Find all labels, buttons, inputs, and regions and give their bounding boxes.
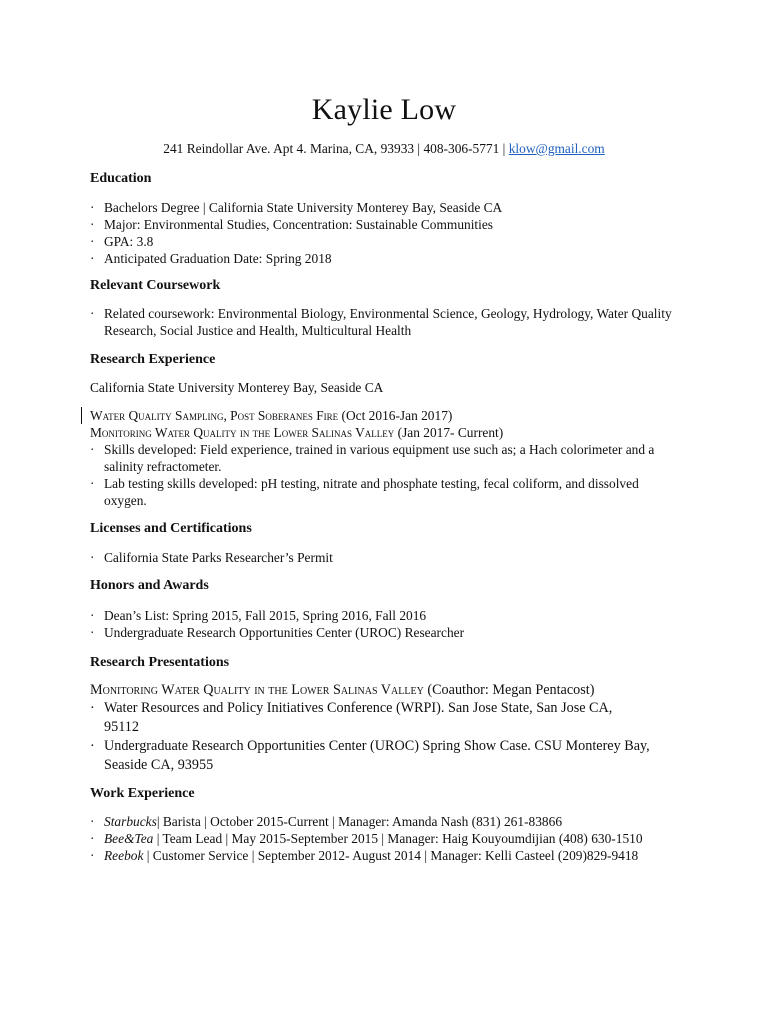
honor-item: · Undergraduate Research Opportunities Center (UROC) Researcher [90,624,680,641]
job-details: | Team Lead | May 2015-September 2015 | Manager: Haig Kouyoumdijian (408) 630-1510 [153,831,643,846]
coursework-heading: Relevant Coursework [90,278,221,293]
presentation-coauthor: (Coauthor: Megan Pentacost) [423,682,595,698]
research-skill-item: · Lab testing skills developed: pH testing, nitrate and phosphate testing, fecal coliform, and dissolved oxygen. [90,475,680,509]
project-title: Monitoring Water Quality in the Lower Salinas Valley [90,425,395,440]
email-link[interactable]: klow@gmail.com [508,141,605,156]
project-title: Water Quality Sampling, Post Soberanes Fire [90,408,339,423]
employer-name: Bee&Tea [104,831,154,846]
job-details: | Customer Service | September 2012- August 2014 | Manager: Kelli Casteel (209)829-9418 [143,848,639,863]
education-item: · Bachelors Degree | California State University Monterey Bay, Seaside CA [90,199,680,216]
employer-name: Starbucks [104,814,157,829]
research-skills-list [90,441,680,509]
presentations-heading: Research Presentations [90,655,230,670]
honors-heading: Honors and Awards [90,578,209,593]
license-item: · California State Parks Researcher’s Permit [90,549,680,566]
employer-name: Reebok [104,848,144,863]
project-dates: (Jan 2017- Current) [394,425,504,440]
research-project-2 [90,424,503,441]
contact-line [0,141,768,157]
presentations-list [90,699,650,775]
education-heading: Education [90,171,152,186]
resume-name: Kaylie Low [311,93,457,126]
presentation-item: · Undergraduate Research Opportunities Center (UROC) Spring Show Case. CSU Monterey Bay, Seaside CA, 93955 [90,737,650,775]
job-details: | Barista | October 2015-Current | Manager: Amanda Nash (831) 261-83866 [156,814,563,829]
work-list [90,813,710,864]
text-cursor [81,407,82,424]
project-dates: (Oct 2016-Jan 2017) [338,408,453,423]
education-item: · Major: Environmental Studies, Concentration: Sustainable Communities [90,216,680,233]
research-skill-item: · Skills developed: Field experience, trained in various equipment use such as; a Hach colorimeter and a salinity refractometer. [90,441,680,475]
coursework-item: · Related coursework: Environmental Biology, Environmental Science, Geology, Hydrology, Water Quality Research, Social Justice and Health, Multicultural Health [90,305,680,339]
presentation-title: Monitoring Water Quality in the Lower Salinas Valley [90,682,424,698]
work-item [90,830,710,847]
presentation-item: · Water Resources and Policy Initiatives Conference (WRPI). San Jose State, San Jose CA, 95112 [90,699,650,737]
education-item: · Anticipated Graduation Date: Spring 2018 [90,250,680,267]
work-heading: Work Experience [90,786,195,801]
contact-details: 241 Reindollar Ave. Apt 4. Marina, CA, 93933 | 408-306-5771 | [163,141,509,156]
research-heading: Research Experience [90,352,216,367]
licenses-heading: Licenses and Certifications [90,521,252,536]
honors-list [90,607,680,641]
work-item [90,813,710,830]
education-item: · GPA: 3.8 [90,233,680,250]
education-list [90,199,680,267]
work-item [90,847,710,864]
licenses-list [90,549,680,566]
honor-item: · Dean’s List: Spring 2015, Fall 2015, Spring 2016, Fall 2016 [90,607,680,624]
coursework-list [90,305,680,339]
presentation-title-line [90,681,594,700]
research-institution: California State University Monterey Bay, Seaside CA [90,380,384,395]
research-project-1 [90,407,452,424]
